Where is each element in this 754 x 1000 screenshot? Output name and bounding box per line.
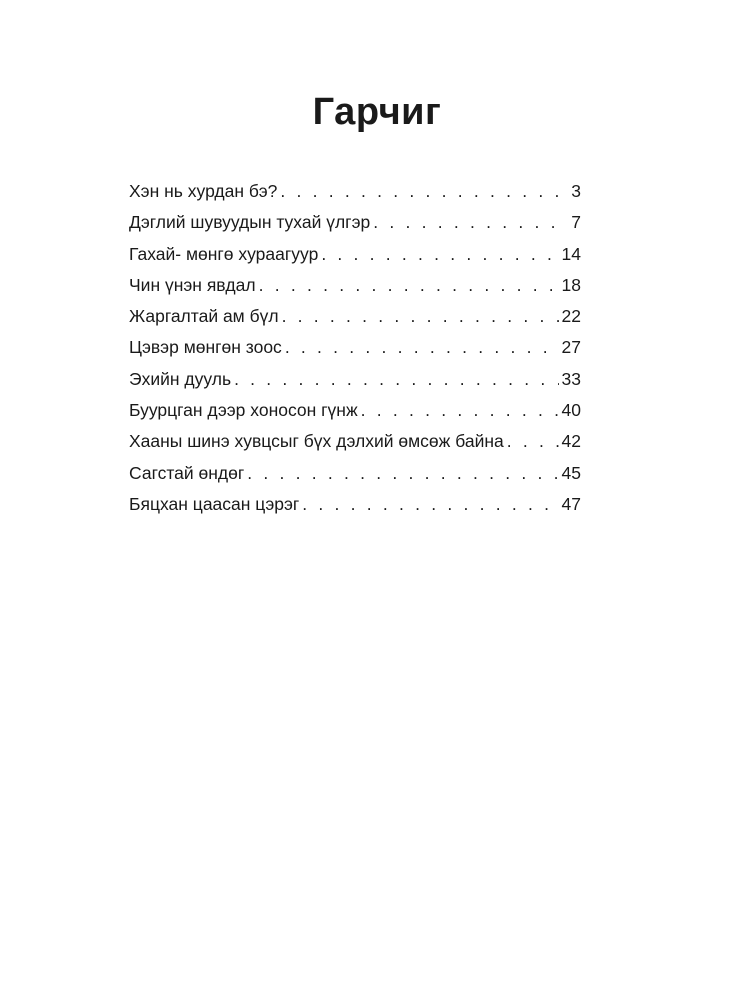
toc-page-number: 47 — [561, 493, 581, 514]
dot-leader — [259, 270, 559, 301]
toc-page-number: 7 — [571, 212, 581, 233]
toc-entry[interactable] — [129, 207, 581, 238]
toc-entry-title: Чин үнэн явдал — [129, 274, 256, 295]
toc-entry[interactable] — [129, 426, 581, 457]
toc-entry-title: Жаргалтай ам бүл — [129, 306, 279, 327]
dot-leader — [247, 458, 558, 489]
toc-entry[interactable] — [129, 332, 581, 363]
toc-page-number: 40 — [561, 400, 581, 421]
toc-entry-title: Сагстай өндөг — [129, 462, 245, 483]
dot-leader — [373, 207, 568, 238]
toc-entry[interactable] — [129, 301, 581, 332]
toc-entry-title: Цэвэр мөнгөн зоос — [129, 337, 282, 358]
toc-page-number: 22 — [561, 306, 581, 327]
dot-leader — [285, 332, 559, 363]
toc-page-number: 33 — [561, 368, 581, 389]
dot-leader — [282, 301, 559, 332]
toc-entry-title: Буурцган дээр хоносон гүнж — [129, 400, 358, 421]
page-title: Гарчиг — [312, 91, 442, 133]
toc-entry[interactable] — [129, 489, 581, 520]
dot-leader — [234, 364, 558, 395]
dot-leader — [302, 489, 558, 520]
toc-entry-title: Эхийн дууль — [129, 368, 232, 389]
table-of-contents — [129, 176, 581, 520]
toc-entry-title: Хааны шинэ хувцсыг бүх дэлхий өмсөж байна — [129, 431, 504, 452]
toc-entry-title: Бяцхан цаасан цэрэг — [129, 493, 300, 514]
toc-entry[interactable] — [129, 270, 581, 301]
toc-page-number: 18 — [561, 274, 581, 295]
toc-entry-title: Дэглий шувуудын тухай үлгэр — [129, 212, 371, 233]
dot-leader — [321, 239, 558, 270]
toc-entry[interactable] — [129, 239, 581, 270]
dot-leader — [280, 176, 568, 207]
toc-page-number: 45 — [561, 462, 581, 483]
toc-entry[interactable] — [129, 458, 581, 489]
dot-leader — [361, 395, 559, 426]
dot-leader — [507, 426, 559, 457]
toc-entry[interactable] — [129, 176, 581, 207]
toc-page-number: 42 — [561, 431, 581, 452]
toc-entry-title: Гахай- мөнгө хураагуур — [129, 243, 319, 264]
toc-page-number: 27 — [561, 337, 581, 358]
toc-page-number: 14 — [561, 243, 581, 264]
toc-entry-title: Хэн нь хурдан бэ? — [129, 181, 278, 201]
toc-entry[interactable] — [129, 395, 581, 426]
toc-page-number: 3 — [571, 181, 581, 201]
toc-entry[interactable] — [129, 364, 581, 395]
